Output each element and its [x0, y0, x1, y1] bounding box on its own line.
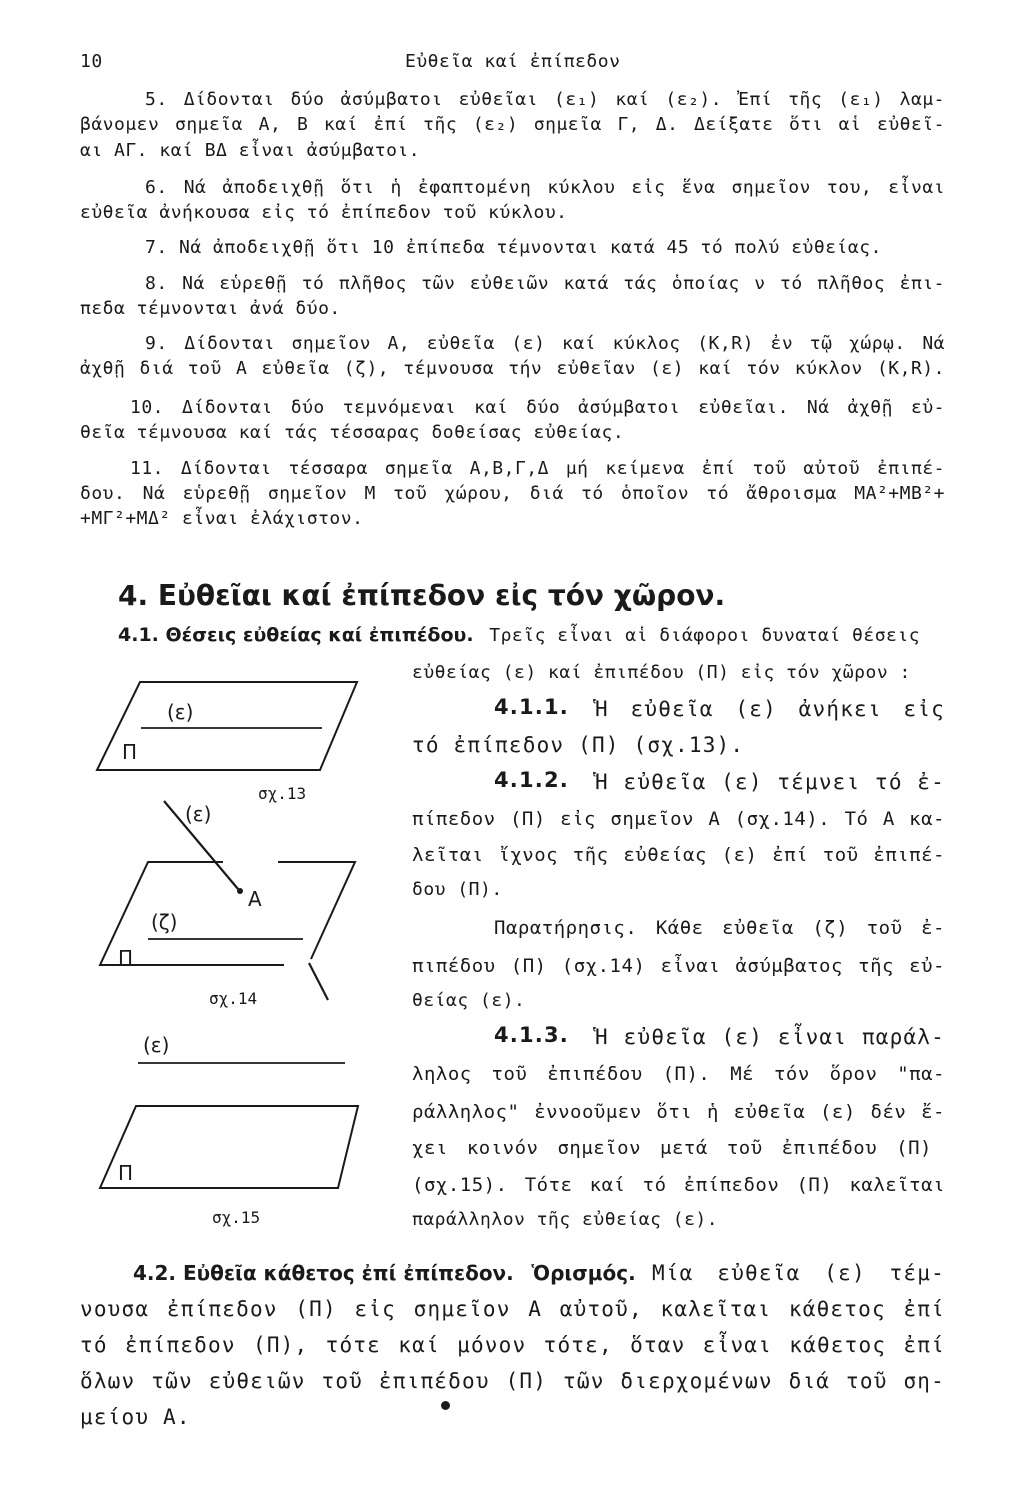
definition-label: Ὁρισμός. — [531, 1261, 636, 1285]
figure-13-line-label: (ε) — [167, 700, 194, 724]
figure-14-plane-label: Π — [118, 946, 134, 970]
subsection-4-1-intro: Τρεῖς εἶναι αἱ διάφοροι δυναταί θέσεις — [489, 625, 921, 646]
point-a-marker — [237, 888, 243, 894]
figure-14 — [98, 797, 363, 1022]
figure-13 — [95, 672, 370, 802]
document-page: 10 Εὐθεῖα καί ἐπίπεδον 5. Δίδονται δύο ἀσύμβατοι εὐθεῖαι (ε₁) καί (ε₂). Ἐπί τῆς (ε₁) λαμ- βάνομεν σημεῖα Α, Β καί ἐπί τῆς (ε₂) σημεῖα Γ, Δ. Δείξατε ὅτι αἱ εὐθεῖ- αι ΑΓ. καί ΒΔ εἶναι ἀσύμβατοι. 6. Νά ἀποδειχθῇ ὅτι ἡ ἐφαπτομένη κύκλου εἰς ἕνα σημεῖον του, εἶναι εὐθεῖα ἀνήκουσα εἰς τό ἐπίπεδον τοῦ κύκλου. 7. Νά ἀποδειχθῇ ὅτι 10 ἐπίπεδα τέμνονται κατά 45 τό πολύ εὐθείας. 8. Νά εὑρεθῇ τό πλῆθος τῶν εὐθειῶν κατά τάς ὁποίας ν τό πλῆθος ἐπι- πεδα τέμνονται ἀνά δύο. 9. Δίδονται σημεῖον Α, εὐθεῖα (ε) καί κύκλος (Κ,R) ἐν τῷ χώρῳ. Νά ἀχθῇ διά τοῦ Α εὐθεῖα (ζ), τέμνουσα τήν εὐθεῖαν (ε) καί τόν κύκλον (Κ,R). 10. Δίδονται δύο τεμνόμεναι καί δύο ἀσύμβατοι εὐθεῖαι. Νά ἀχθῇ εὐ- θεῖα τέμνουσα καί τάς τέσσαρας δοθείσας εὐθείας. 11. Δίδονται τέσσαρα σημεῖα Α,Β,Γ,Δ μή κείμενα ἐπί τοῦ αὐτοῦ ἐπιπέ- δου. Νά εὑρεθῇ σημεῖον Μ τοῦ χώρου, διά τό ὁποῖον τό ἄθροισμα ΜΑ²+ΜΒ²+ +ΜΓ²+ΜΔ² εἶναι ἐλάχιστον. 4. Εὐθεῖαι καί ἐπίπεδον εἰς τόν χῶρον. 4.1. Θέσεις εὐθείας καί ἐπιπέδου. Τρεῖς εἶναι αἱ διάφοροι δυναταί θέσεις εὐθείας (ε) καί ἐπιπέδου (Π) εἰς τόν χῶρον : 4.1.1. Ἡ εὐθεῖα (ε) ἀνήκει εἰς τό ἐπίπεδον (Π) (σχ.13). 4.1.2. Ἡ εὐθεῖα (ε) τέμνει τό ἐ- πίπεδον (Π) εἰς σημεῖον Α (σχ.14). Τό Α κα- λεῖται ἴχνος τῆς εὐθείας (ε) ἐπί τοῦ ἐπιπέ- δου (Π). Παρατήρησις. Κάθε εὐθεῖα (ζ) τοῦ ἐ- πιπέδου (Π) (σχ.14) εἶναι ἀσύμβατος τῆς εὐ- θείας (ε). 4.1.3. Ἡ εὐθεῖα (ε) εἶναι παράλ- ληλος τοῦ ἐπιπέδου (Π). Μέ τόν ὅρον "πα- ράλληλος" ἐννοοῦμεν ὅτι ἡ εὐθεῖα (ε) δέν ἔ- χει κοινόν σημεῖον μετά τοῦ ἐπιπέδου (Π) (σχ.15). Τότε καί τό ἐπίπεδον (Π) καλεῖται παράλληλον τῆς εὐθείας (ε). 4.2. Εὐθεῖα κάθετος ἐπί ἐπίπεδον. Ὁρισμός. Μία εὐθεῖα (ε) τέμ- νουσα ἐπίπεδον (Π) εἰς σημεῖον Α αὐτοῦ, καλεῖται κάθετος ἐπί τό ἐπίπεδον (Π), τότε καί μόνον τότε, ὅταν εἶναι κάθετος ἐπί ὅλων τῶν εὐθειῶν τοῦ ἐπιπέδου (Π) τῶν διερχομένων διά τοῦ ση- μείου Α. (ε) Π σχ.13 (ε) Α (ζ) Π σχ.14 (ε) Π σχ.15 — [80, 51, 945, 1429]
subsection-4-1-heading — [118, 622, 920, 649]
print-dot — [441, 1401, 450, 1410]
section-title: 4. Εὐθεῖαι καί ἐπίπεδον εἰς τόν χῶρον. — [118, 579, 726, 612]
figure-14-caption: σχ.14 — [209, 989, 258, 1008]
figure-15 — [98, 1028, 363, 1233]
case-4-1-3-number: 4.1.3. — [494, 1023, 569, 1047]
figure-14-line-label: (ε) — [185, 802, 212, 826]
figure-15-line-label: (ε) — [143, 1033, 170, 1057]
subsection-4-2-label: 4.2. Εὐθεῖα κάθετος ἐπί ἐπίπεδον. — [133, 1261, 514, 1285]
figure-15-caption: σχ.15 — [212, 1208, 261, 1227]
figure-13-plane-label: Π — [122, 740, 138, 764]
case-4-1-2-number: 4.1.2. — [494, 768, 569, 792]
figure-13-caption: σχ.13 — [258, 784, 307, 803]
figure-14-point-label: Α — [248, 887, 262, 911]
plane-outline — [100, 1106, 358, 1188]
plane-outline-right — [278, 862, 355, 959]
running-title: Εὐθεῖα καί ἐπίπεδον — [405, 51, 621, 72]
case-4-1-1-number: 4.1.1. — [494, 695, 569, 719]
figure-15-plane-label: Π — [118, 1161, 134, 1185]
figure-14-inner-line-label: (ζ) — [151, 910, 178, 934]
subsection-4-1-label: 4.1. Θέσεις εὐθείας καί ἐπιπέδου. — [118, 624, 474, 646]
subsection-4-1-intro-cont: εὐθείας (ε) καί ἐπιπέδου (Π) εἰς τόν χῶρον : — [412, 662, 911, 683]
page-number: 10 — [80, 51, 103, 72]
line-e-lower — [309, 963, 328, 1000]
